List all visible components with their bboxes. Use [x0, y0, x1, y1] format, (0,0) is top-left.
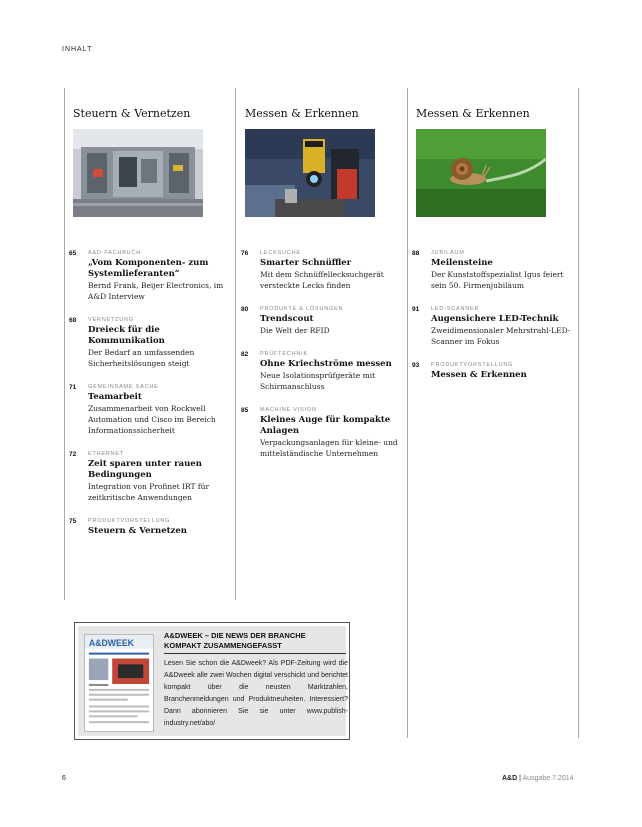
- footer-brand: [502, 775, 574, 782]
- issue-label: Ausgabe 7.2014: [522, 775, 574, 782]
- newsletter-thumbnail: [84, 634, 154, 732]
- column-title: Steuern & Vernetzen: [73, 107, 191, 120]
- promo-text: Lesen Sie schon die A&Dweek? Als PDF-Zeitung wird die A&Dweek alle zwei Wochen digital verschickt und berichtet kompakt über die neusten Marktzahlen, Branchenmeldungen und Produktneuheiten. Interessiert? Dann abonnieren Sie sie unter www.publish-industry.net/abo/: [164, 660, 348, 727]
- entry-description: Verpackungsanlagen für kleine- und mittelständische Unternehmen: [260, 438, 398, 458]
- entry-headline: Messen & Erkennen: [431, 370, 527, 380]
- entry-description: Zusammenarbeit von Rockwell Automation und Cisco im Bereich Informationssicherheit: [88, 404, 216, 435]
- entry-category: VERNETZUNG: [88, 317, 134, 323]
- entry-headline: Smarter Schnüffler: [260, 258, 352, 268]
- page-number: 82: [241, 351, 249, 358]
- toc-entry[interactable]: [241, 350, 405, 392]
- toc-entry[interactable]: [69, 517, 233, 537]
- page-number-footer: 6: [62, 775, 66, 782]
- toc-column-messen-2: [412, 107, 576, 395]
- toc-entry[interactable]: [241, 406, 405, 459]
- entry-category: GEMEINSAME SACHE: [88, 384, 159, 390]
- entry-description: Neue Isolationsprüfgeräte mit Schirmanschluss: [260, 371, 376, 391]
- entry-category: ETHERNET: [88, 451, 125, 457]
- entry-category: PRODUKTE & LÖSUNGEN: [260, 306, 344, 312]
- factory-machine-image: [73, 129, 203, 217]
- entry-category: MACHINE VISION: [260, 407, 317, 413]
- toc-entry[interactable]: [69, 450, 233, 503]
- entry-category: JUBILÄUM: [431, 250, 465, 256]
- entry-headline: Steuern & Vernetzen: [88, 526, 187, 536]
- page-number: 88: [412, 250, 420, 257]
- toc-column-steuern: [69, 107, 233, 551]
- snail-on-grass-image: [416, 129, 546, 217]
- column-title: Messen & Erkennen: [416, 107, 530, 120]
- page-number: 80: [241, 306, 249, 313]
- page-number: 76: [241, 250, 249, 257]
- entry-headline: Augensichere LED-Technik: [431, 314, 559, 324]
- toc-entry[interactable]: [412, 305, 576, 347]
- entry-category: LECKSUCHE: [260, 250, 301, 256]
- toc-entry[interactable]: [241, 305, 405, 336]
- entry-description: Mit dem Schnüffellecksuchgerät versteckte Lecks finden: [260, 270, 384, 290]
- page-number: 85: [241, 407, 249, 414]
- page-number: 91: [412, 306, 420, 313]
- toc-entry[interactable]: [69, 383, 233, 436]
- entry-headline: Trendscout: [260, 314, 314, 324]
- entry-category: PRODUKTVORSTELLUNG: [88, 518, 171, 524]
- entry-headline: „Vom Komponenten- zum Systemlieferanten“: [88, 258, 209, 279]
- page-number: 72: [69, 451, 77, 458]
- entry-description: Der Bedarf an umfassenden Sicherheitslösungen steigt: [88, 348, 195, 368]
- adweek-promo-box[interactable]: [74, 622, 350, 740]
- entry-category: A&D-FACHBUCH: [88, 250, 141, 256]
- toc-entry[interactable]: [412, 249, 576, 291]
- entry-description: Zweidimensionaler Mehrstrahl-LED-Scanner im Fokus: [431, 326, 571, 346]
- entry-category: PRODUKTVORSTELLUNG: [431, 362, 514, 368]
- entry-description: Integration von Profinet IRT für zeitkritische Anwendungen: [88, 482, 210, 502]
- section-label: INHALT: [62, 46, 93, 53]
- entry-headline: Kleines Auge für kompakte Anlagen: [260, 415, 391, 436]
- column-title: Messen & Erkennen: [245, 107, 359, 120]
- adweek-logo: A&DWEEK: [88, 637, 134, 648]
- page-number: 68: [69, 317, 77, 324]
- column-divider: [235, 88, 236, 600]
- entry-headline: Zeit sparen unter rauen Bedingungen: [88, 459, 202, 480]
- toc-column-messen: [241, 107, 405, 473]
- promo-divider: [164, 653, 346, 654]
- entry-description: Die Welt der RFID: [260, 326, 330, 335]
- sensor-camera-image: [245, 129, 375, 217]
- column-divider: [64, 88, 65, 600]
- page-number: 75: [69, 518, 77, 525]
- entry-headline: Teamarbeit: [88, 392, 142, 402]
- column-divider: [407, 88, 408, 738]
- column-divider: [578, 88, 579, 738]
- promo-headline: A&DWEEK – DIE NEWS DER BRANCHE KOMPAKT ZUSAMMENGEFASST: [164, 631, 306, 650]
- brand-name: A&D: [502, 775, 518, 782]
- entry-category: LED-SCANNER: [431, 306, 480, 312]
- page-number: 71: [69, 384, 77, 391]
- entry-category: PRÜFTECHNIK: [260, 351, 308, 357]
- entry-headline: Dreieck für die Kommunikation: [88, 325, 165, 346]
- entry-description: Der Kunststoffspezialist Igus feiert sein 50. Firmenjubiläum: [431, 270, 564, 290]
- toc-entry[interactable]: [69, 249, 233, 302]
- entry-description: Bernd Frank, Beijer Electronics, im A&D Interview: [88, 281, 224, 301]
- toc-entry[interactable]: [412, 361, 576, 381]
- footer-separator: |: [519, 775, 521, 782]
- page-number: 65: [69, 250, 77, 257]
- entry-headline: Meilensteine: [431, 258, 493, 268]
- page-number: 93: [412, 362, 420, 369]
- entry-headline: Ohne Kriechströme messen: [260, 359, 392, 369]
- toc-entry[interactable]: [241, 249, 405, 291]
- toc-entry[interactable]: [69, 316, 233, 369]
